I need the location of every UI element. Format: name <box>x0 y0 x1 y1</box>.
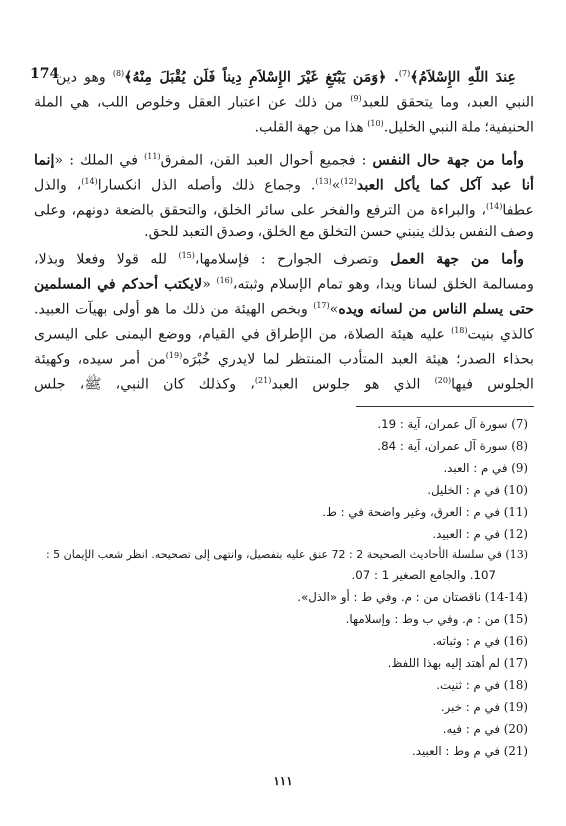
footnote-text: 107. والجامع الصغير 1 : 07. <box>351 568 496 582</box>
footnote-text: في م : العرق، وغير واضحة في : ط. <box>322 505 501 519</box>
footnote-text: في م : العبيد. <box>432 527 501 541</box>
footnote-number: (9) <box>511 461 528 475</box>
body-text: الذي هو جلوس العبد <box>271 376 435 393</box>
body-text: ومسالمة الخلق لسانا ويدا، وهو تمام الإسلام وثبته، <box>232 276 534 293</box>
footnote-19 <box>28 699 528 715</box>
footnote-9 <box>28 460 528 476</box>
body-text: » <box>329 301 339 318</box>
footnote-ref-13[interactable]: (13) <box>315 177 332 186</box>
paragraph-2-line-1 <box>34 146 524 172</box>
footnote-number: (12) <box>503 527 528 541</box>
footnote-text: في م : ثنيت. <box>436 678 501 692</box>
footnote-ref-20[interactable]: (20) <box>434 376 452 385</box>
footnote-10 <box>28 482 528 498</box>
body-text: وبخص الهيئة من ذلك ما هو أولى بهيآت العبيد. <box>34 301 314 318</box>
body-text: « <box>202 276 217 293</box>
footnote-ref-10[interactable]: (10) <box>367 119 384 128</box>
footnote-number: (14-14) <box>484 590 528 604</box>
footnote-20 <box>28 721 528 737</box>
footnote-text: في م : العبد. <box>443 461 508 475</box>
paragraph-1-line-3 <box>34 113 534 139</box>
footnote-text: ناقصتان من : م. وفي ط : أو «الذل». <box>297 590 482 604</box>
footnote-ref-7[interactable]: (7) <box>398 69 411 78</box>
body-text: من أمر سيده، وكهيئة <box>34 351 166 368</box>
footnote-text: في م وط : العبيد. <box>412 744 501 758</box>
footnote-13 <box>28 547 528 563</box>
footnote-text: في سلسلة الأحاديث الصحيحة 2 : 72 عنق عليه بتفصيل، وانتهى إلى تصحيحه. انظر شعب الإيمان 5 : <box>45 548 502 561</box>
footnote-text: في م : وثباته. <box>432 634 501 648</box>
body-text: وهو دين <box>56 69 113 86</box>
hadith-quote: إنما <box>34 152 55 169</box>
footnote-15 <box>28 611 528 627</box>
paragraph-3-line-3 <box>34 295 534 321</box>
body-text: كالذي بنيت <box>467 326 534 343</box>
footnote-ref-21[interactable]: (21) <box>254 376 272 385</box>
body-text: ، والذل <box>34 177 82 194</box>
paragraph-1-line-1 <box>56 63 516 89</box>
body-text: لله قولا وفعلا وبذلا، <box>34 251 179 268</box>
body-text: الحنيفية؛ ملة النبي الخليل. <box>383 119 534 136</box>
body-text: وصف النفس بذلك ينبني حسن التخلق مع الخلق، وصدق التعبد للحق. <box>144 224 534 240</box>
footnote-13-continued <box>0 567 496 583</box>
footnote-number: (19) <box>503 700 528 714</box>
footnote-number: (13) <box>505 548 528 561</box>
footnote-ref-17[interactable]: (17) <box>313 301 330 310</box>
footnote-12 <box>28 526 528 542</box>
footnote-ref-18[interactable]: (18) <box>451 326 468 335</box>
section-heading: وأما من جهة حال النفس <box>372 152 524 169</box>
section-heading: وأما من جهة العمل <box>390 251 524 268</box>
footnote-text: في م : خبر. <box>440 700 501 714</box>
footnote-18 <box>28 677 528 693</box>
footnote-number: (10) <box>503 483 528 497</box>
footnote-number: (11) <box>503 505 528 519</box>
footnote-number: (20) <box>503 722 528 736</box>
footnote-7 <box>28 416 528 432</box>
footnote-text: سورة آل عمران، آية : 84. <box>377 439 508 453</box>
body-text: ، وكذلك كان النبي، ﷺ، جلس <box>34 376 255 393</box>
paragraph-2-line-4 <box>34 221 534 243</box>
paragraph-2-line-3 <box>34 196 534 222</box>
footnote-14 <box>28 589 528 605</box>
footnote-number: (17) <box>503 656 528 670</box>
footnote-number: (7) <box>511 417 528 431</box>
hadith-quote: لايكتب أحدكم في المسلمين <box>34 276 203 293</box>
body-text: عطفا <box>502 202 534 219</box>
footnote-text: في م : فيه. <box>442 722 501 736</box>
footnote-ref-12[interactable]: (12) <box>340 177 357 186</box>
paragraph-3-line-6 <box>34 370 534 396</box>
paragraph-3-line-5 <box>34 345 534 371</box>
hadith-quote: أنا عبد آكل كما يأكل العبد <box>356 177 534 194</box>
footnote-17 <box>28 655 528 671</box>
body-text: . وجماع ذلك وأصله الذل انكسارا <box>97 177 316 194</box>
paragraph-3-line-4 <box>34 320 534 346</box>
body-text: » <box>331 177 341 194</box>
verse-marker: 174 <box>30 66 60 82</box>
body-text: الجلوس فيها <box>451 376 534 393</box>
footnote-ref-14b[interactable]: (14) <box>485 202 503 211</box>
footnote-ref-8[interactable]: (8) <box>112 69 125 78</box>
footnote-text: من : م. وفي ب وط : وإسلامها. <box>345 612 501 626</box>
footnote-ref-11[interactable]: (11) <box>144 152 161 161</box>
quran-quote: عِندَ اللّهِ الإِسْلاَمُ﴾ <box>410 69 517 86</box>
footnote-divider <box>356 406 534 407</box>
footnote-21 <box>28 743 528 759</box>
footnote-number: (16) <box>503 634 528 648</box>
body-text: النبي العبد، وما يتحقق للعبد <box>361 94 535 111</box>
footnote-number: (18) <box>503 678 528 692</box>
body-text: : فجميع أحوال العبد القن، المفرق <box>160 152 373 169</box>
body-text: في الملك : « <box>54 152 145 169</box>
body-text: بحذاء الصدر؛ هيئة العبد المتأدب المنتظر لما لايدري خُبْرَه <box>182 351 534 368</box>
footnote-ref-15[interactable]: (15) <box>178 251 195 260</box>
paragraph-1-line-2 <box>34 88 534 114</box>
footnote-ref-9[interactable]: (9) <box>350 94 362 103</box>
body-text: وتصرف الجوارح : فإسلامها، <box>194 251 391 268</box>
quran-quote: . ﴿وَمَن يَبْتَغِ غَيْرَ الإِسْلاَمِ دِيناً فَلَن يُقْبَلَ مِنْهُ﴾ <box>124 69 399 86</box>
footnote-11 <box>28 504 528 520</box>
paragraph-3-line-2 <box>34 270 534 296</box>
hadith-quote: حتى يسلم الناس من لسانه ويده <box>338 301 534 318</box>
body-text: ، والبراءة من الترفع والفخر على سائر الخلق، والتحقق بالضعة دونهم، وعلى <box>34 202 486 219</box>
footnote-8 <box>28 438 528 454</box>
footnote-number: (8) <box>511 439 528 453</box>
paragraph-2-line-2 <box>34 171 534 197</box>
body-text: عليه هيئة الصلاة، من الإطراق في القيام، ووضع اليمنى على اليسرى <box>34 326 452 343</box>
footnote-number: (21) <box>503 744 528 758</box>
paragraph-3-line-1 <box>34 245 524 271</box>
footnote-text: لم أهتد إليه بهذا اللفظ. <box>387 656 501 670</box>
body-text: من ذلك عن اعتبار العقل وخلوص اللب، هي الملة <box>34 94 351 111</box>
footnote-16 <box>28 633 528 649</box>
footnote-text: في م : الخليل. <box>427 483 501 497</box>
footnote-ref-19[interactable]: (19) <box>165 351 183 360</box>
body-text: هذا من جهة القلب. <box>254 119 368 136</box>
footnote-ref-16[interactable]: (16) <box>216 276 233 285</box>
page-number: ١١١ <box>273 774 293 788</box>
footnote-number: (15) <box>503 612 528 626</box>
footnote-text: سورة آل عمران، آية : 19. <box>377 417 508 431</box>
footnote-ref-14[interactable]: (14) <box>81 177 98 186</box>
